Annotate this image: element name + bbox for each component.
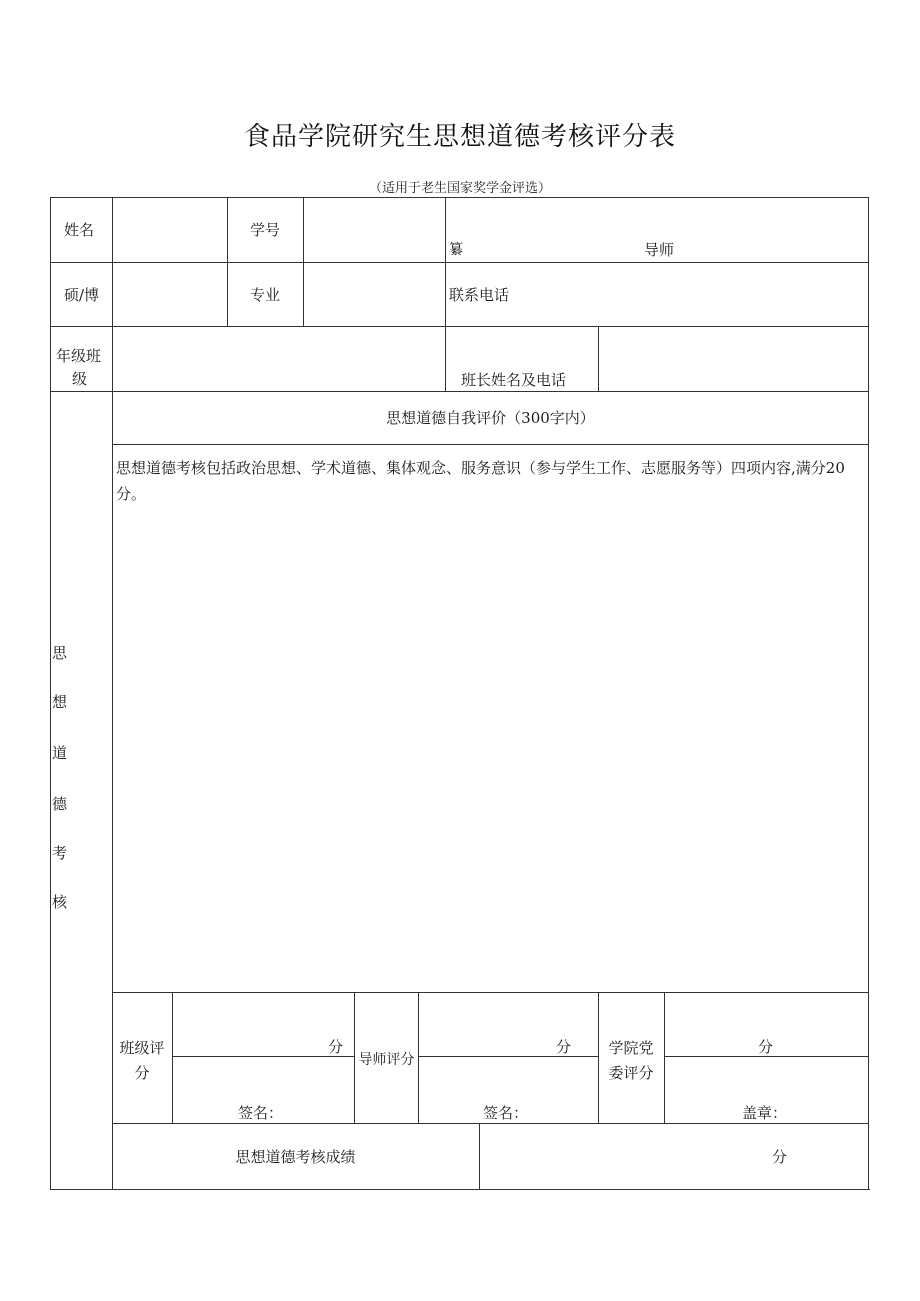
class-score-field[interactable] bbox=[173, 993, 323, 1055]
advisor-field[interactable] bbox=[690, 198, 867, 261]
party-score-field[interactable] bbox=[665, 993, 755, 1055]
self-eval-instruction: 思想道德考核包括政治思想、学术道德、集体观念、服务意识（参与学生工作、志愿服务等）四项内容,满分20分。 bbox=[116, 459, 845, 503]
table-border-right bbox=[868, 197, 869, 1190]
advisor-label: 导师 bbox=[644, 241, 675, 259]
section-label-char: 德 bbox=[52, 795, 68, 813]
advisor-score-unit: 分 bbox=[556, 1038, 572, 1056]
total-score-label: 思想道德考核成绩 bbox=[235, 1148, 356, 1166]
page-subtitle: （适用于老生国家奖学金评选） bbox=[368, 181, 551, 196]
major-label: 专业 bbox=[250, 286, 281, 304]
class-signature-label: 签名： bbox=[238, 1104, 284, 1122]
section-label-char: 道 bbox=[52, 744, 68, 762]
monitor-field[interactable] bbox=[599, 327, 867, 390]
class-score-label-continued: 分 bbox=[134, 1064, 150, 1082]
phone-label: 联系电话 bbox=[449, 286, 510, 304]
party-seal-label: 盖章： bbox=[742, 1104, 788, 1122]
section-label-char: 考 bbox=[52, 844, 68, 862]
advisor-score-field[interactable] bbox=[419, 993, 549, 1055]
name-label: 姓名 bbox=[64, 221, 95, 239]
major-field[interactable] bbox=[304, 263, 444, 325]
row-divider bbox=[50, 391, 869, 392]
total-score-unit: 分 bbox=[772, 1148, 788, 1166]
stamp-glyph: 纂 bbox=[449, 242, 463, 258]
row-divider bbox=[112, 444, 869, 445]
class-label-continued: 级 bbox=[72, 370, 88, 388]
total-score-field[interactable] bbox=[480, 1124, 770, 1188]
student-id-label: 学号 bbox=[250, 221, 281, 239]
table-border-bottom bbox=[50, 1189, 870, 1190]
page-title: 食品学院研究生思想道德考核评分表 bbox=[243, 122, 676, 152]
advisor-score-label: 导师评分 bbox=[358, 1052, 415, 1068]
self-eval-header: 思想道德自我评价（300字内） bbox=[386, 409, 595, 427]
party-score-label-continued: 委评分 bbox=[608, 1064, 654, 1082]
class-score-unit: 分 bbox=[328, 1038, 344, 1056]
party-score-label: 学院党 bbox=[608, 1039, 654, 1057]
column-divider bbox=[445, 197, 446, 392]
section-label-char: 思 bbox=[52, 644, 68, 662]
phone-field[interactable] bbox=[530, 263, 867, 325]
class-label: 年级班 bbox=[56, 347, 102, 365]
degree-label: 硕/博 bbox=[64, 286, 100, 304]
table-border-left bbox=[50, 197, 51, 1190]
monitor-label: 班长姓名及电话 bbox=[461, 371, 567, 389]
section-label-char: 想 bbox=[52, 693, 68, 711]
column-divider bbox=[227, 197, 228, 327]
self-eval-textarea[interactable] bbox=[113, 510, 867, 990]
student-id-field[interactable] bbox=[304, 198, 444, 261]
row-divider bbox=[172, 1056, 354, 1057]
section-label-char: 核 bbox=[52, 893, 68, 911]
party-score-unit: 分 bbox=[758, 1038, 774, 1056]
name-field[interactable] bbox=[113, 198, 226, 261]
class-score-label: 班级评 bbox=[119, 1039, 165, 1057]
advisor-signature-label: 签名： bbox=[483, 1104, 529, 1122]
degree-field[interactable] bbox=[113, 263, 226, 325]
class-field[interactable] bbox=[113, 327, 444, 390]
